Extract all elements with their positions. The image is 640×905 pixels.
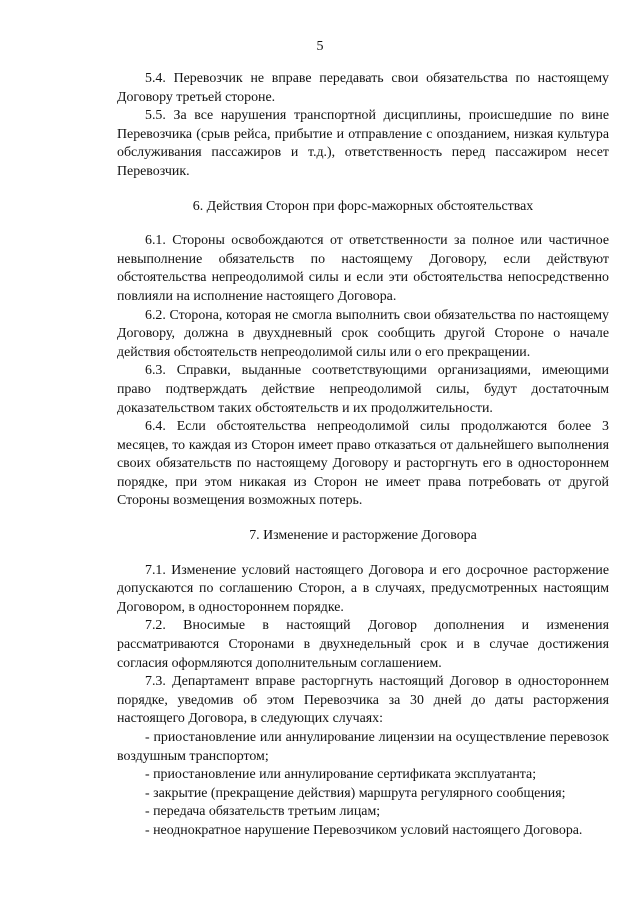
- clause-7-2: 7.2. Вносимые в настоящий Договор дополнения и изменения рассматриваются Сторонами в двухнедельный срок и в случае достижения согласия оформляются дополнительным соглашением.: [117, 618, 609, 671]
- clause-7-3: 7.3. Департамент вправе расторгнуть настоящий Договор в одностороннем порядке, уведомив об этом Перевозчика за 30 дней до даты расторжения настоящего Договора, в следующих случаях:: [117, 674, 609, 727]
- list-item: - неоднократное нарушение Перевозчиком условий настоящего Договора.: [145, 822, 583, 838]
- page-number: 5: [316, 39, 324, 54]
- list-item: - приостановление или аннулирование сертификата эксплуатанта;: [145, 767, 537, 783]
- page-content: [117, 70, 609, 841]
- list-item: - закрытие (прекращение действия) маршрута регулярного сообщения;: [145, 785, 566, 801]
- clause-6-3: 6.3. Справки, выданные соответствующими организациями, имеющими право подтверждать действие непреодолимой силы, будут достаточным доказательством таких обстоятельств и их продолжительности.: [117, 363, 609, 416]
- clause-6-1: 6.1. Стороны освобождаются от ответственности за полное или частичное невыполнение обязательств по настоящему Договору, если действуют обстоятельства непреодолимой силы и если эти обстоятельства непосредственно повлияли на исполнение настоящего Договора.: [117, 233, 609, 304]
- list-item: - приостановление или аннулирование лицензии на осуществление перевозок воздушным транспортом;: [117, 730, 609, 764]
- clause-6-2: 6.2. Сторона, которая не смогла выполнить свои обязательства по настоящему Договору, должна в двухдневный срок сообщить другой Стороне о начале действия обстоятельств непреодолимой силы или о его прекращении.: [117, 307, 609, 360]
- section-7-heading: 7. Изменение и расторжение Договора: [249, 528, 477, 544]
- section-6-heading: 6. Действия Сторон при форс-мажорных обстоятельствах: [192, 198, 534, 214]
- clause-5-5: 5.5. За все нарушения транспортной дисциплины, происшедшие по вине Перевозчика (срыв рейса, прибытие и отправление с опозданием, низкая культура обслуживания пассажиров и т.д.), ответственность перед пассажиром несет Перевозчик.: [117, 108, 609, 179]
- list-item: - передача обязательств третьим лицам;: [145, 804, 381, 820]
- clause-5-4: 5.4. Перевозчик не вправе передавать свои обязательства по настоящему Договору третьей стороне.: [117, 71, 609, 105]
- clause-7-1: 7.1. Изменение условий настоящего Договора и его досрочное расторжение допускаются по соглашению Сторон, а в случаях, предусмотренных настоящим Договором, в одностороннем порядке.: [117, 562, 609, 615]
- clause-6-4: 6.4. Если обстоятельства непреодолимой силы продолжаются более 3 месяцев, то каждая из Сторон имеет право отказаться от дальнейшего выполнения своих обязательств по настоящему Договору и расторгнуть его в одностороннем порядке, при этом никакая из Сторон не имеет права потребовать от другой Стороны возмещения возможных потерь.: [117, 419, 609, 509]
